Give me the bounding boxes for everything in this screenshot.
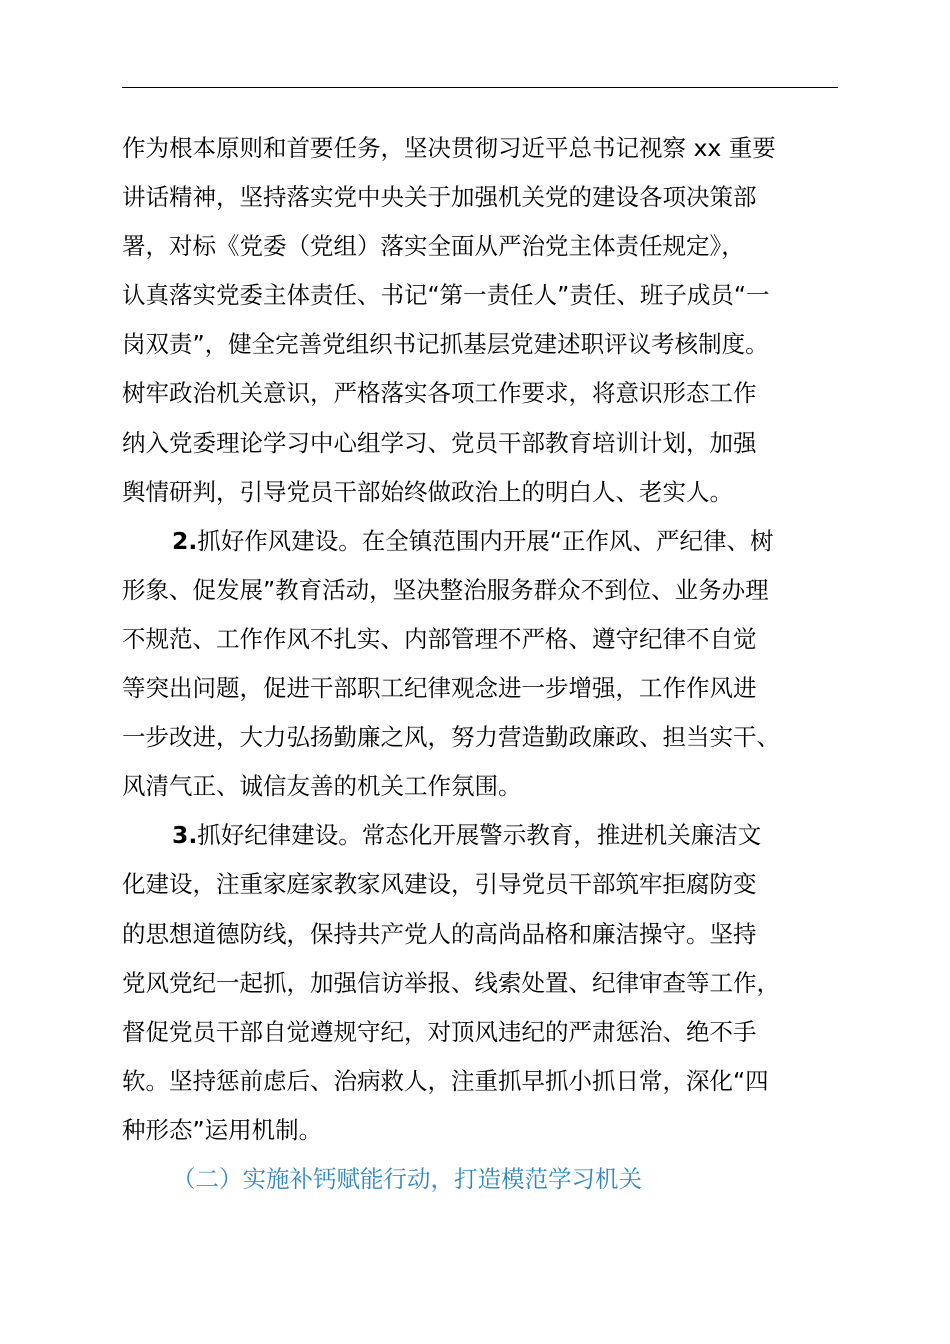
text-line: 讲话精神，坚持落实党中央关于加强机关党的建设各项决策部	[122, 183, 757, 212]
text-line: 形象、促发展”教育活动，坚决整治服务群众不到位、业务办理	[122, 575, 769, 604]
text-line: 软。坚持惩前虑后、治病救人，注重抓早抓小抓日常，深化“四	[122, 1066, 769, 1095]
text-line: 抓好纪律建设。常态化开展警示教育，推进机关廉洁文	[197, 821, 762, 850]
item-number: 2.	[172, 526, 198, 555]
text-line: 作为根本原则和首要任务，坚决贯彻习近平总书记视察 xx 重要	[122, 134, 776, 162]
numbered-heading-line	[122, 811, 842, 860]
text-line: 认真落实党委主体责任、书记“第一责任人”责任、班子成员“一	[122, 281, 770, 310]
text-line: 树牢政治机关意识，严格落实各项工作要求，将意识形态工作	[122, 379, 757, 408]
text-line: 的思想道德防线，保持共产党人的高尚品格和廉洁操守。坚持	[122, 919, 757, 948]
item-number: 3.	[172, 821, 198, 850]
numbered-heading-line	[122, 517, 842, 566]
text-line: 一步改进，大力弘扬勤廉之风，努力营造勤政廉政、担当实干、	[122, 723, 780, 752]
header-rule	[122, 87, 838, 88]
text-line: 风清气正、诚信友善的机关工作氛围。	[122, 772, 522, 801]
text-line: 抓好作风建设。在全镇范围内开展“正作风、严纪律、树	[197, 526, 774, 555]
text-line: 署，对标《党委（党组）落实全面从严治党主体责任规定》，	[122, 232, 745, 261]
text-line: 党风党纪一起抓，加强信访举报、线索处置、纪律审查等工作，	[122, 968, 780, 997]
text-line: 岗双责”，健全完善党组织书记抓基层党建述职评议考核制度。	[122, 330, 769, 359]
text-line: 不规范、工作作风不扎实、内部管理不严格、遵守纪律不自觉	[122, 624, 757, 653]
subheading-text: （二）实施补钙赋能行动，打造模范学习机关	[172, 1164, 642, 1193]
paragraph-intro	[122, 124, 842, 517]
text-line: 纳入党委理论学习中心组学习、党员干部教育培训计划，加强	[122, 428, 757, 457]
text-line: 舆情研判，引导党员干部始终做政治上的明白人、老实人。	[122, 477, 733, 506]
document-body	[122, 124, 842, 1204]
text-line: 督促党员干部自觉遵规守纪，对顶风违纪的严肃惩治、绝不手	[122, 1017, 757, 1046]
section-subheading	[122, 1155, 842, 1204]
text-line: 等突出问题，促进干部职工纪律观念进一步增强，工作作风进	[122, 674, 757, 703]
text-line: 种形态”运用机制。	[122, 1115, 323, 1144]
paragraph-item-3	[122, 811, 842, 1155]
text-line: 化建设，注重家庭家教家风建设，引导党员干部筑牢拒腐防变	[122, 870, 757, 899]
paragraph-item-2	[122, 517, 842, 812]
